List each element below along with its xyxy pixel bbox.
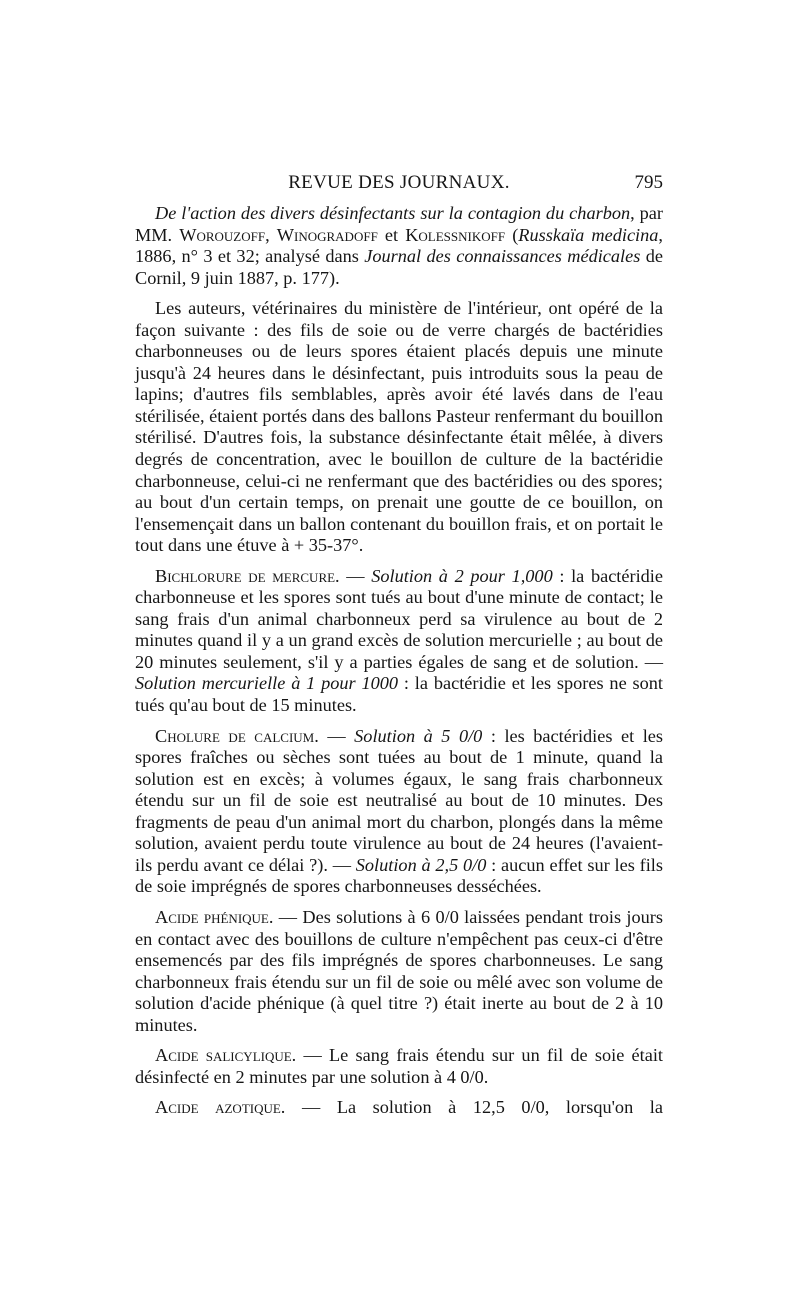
section-heading-bichlorure: Bichlorure de mercure. — [155, 565, 340, 586]
solution-label: Solution à 2 pour 1,000 — [371, 565, 553, 586]
section-salicylique — [135, 1045, 663, 1088]
article-title-paragraph — [135, 203, 663, 289]
title-text: et — [377, 224, 406, 245]
solution-label: Solution à 2,5 0/0 — [355, 854, 487, 875]
article-body — [135, 203, 663, 1128]
section-heading-chlorure: Cholure de calcium. — [155, 725, 319, 746]
title-text: , 1886, n° 3 et 32; analysé dans — [135, 224, 663, 267]
running-title: REVUE DES JOURNAUX. — [288, 172, 510, 193]
author-kolessnikoff: Kolessnikoff — [405, 224, 506, 245]
solution-label: Solution à 5 0/0 — [354, 725, 483, 746]
section-azotique — [135, 1097, 663, 1119]
dash: — — [339, 565, 372, 586]
intro-paragraph: Les auteurs, vétérinaires du ministère de l'intérieur, ont opéré de la façon suivante : des fils de soie ou de verre chargés de bactéridies charbonneuses ou de leurs spores étaient placés depuis une minute jusqu'à 24 heures dans le désinfectant, puis introduits sous la peau de lapins; d'autres fils semblables, après avoir été lavés dans de l'eau stérilisée, étaient portés dans des ballons Pasteur renfermant du bouillon stérilisé. D'autres fois, la substance désinfectante était mêlée, à divers degrés de concentration, avec le bouillon de culture de la bactéridie charbonneuse, celui-ci ne renfermant que des bactéridies ou des spores; au bout d'un certain temps, on prenait une goutte de ce bouillon, on l'ensemençait dans un ballon contenant du bouillon frais, et on portait le tout dans une étuve à + 35-37°. — [135, 298, 663, 556]
section-heading-salicylique: Acide salicylique. — [155, 1045, 297, 1066]
journal-russkaia-medicina: Russkaïa medicina — [518, 224, 659, 245]
journal-connaissances-medicales: Journal des connaissances médicales — [364, 246, 641, 267]
section-text: : la bactéridie et les spores ne sont tués qu'au bout de 15 minutes. — [135, 673, 663, 716]
title-text: , par MM. — [135, 203, 664, 245]
author-worouzoff: Worouzoff — [179, 224, 266, 245]
page-number: 795 — [634, 172, 663, 193]
section-text: — Le sang frais étendu sur un fil de soie était désinfecté en 2 minutes par une solution à 4 0/0. — [135, 1045, 663, 1087]
author-winogradoff: Winogradoff — [276, 224, 378, 245]
section-text: : les bactéridies et les spores fraîches ou sèches sont tuées au bout de 1 minute, quand la solution est en excès; à volumes égaux, le sang frais charbonneux étendu sur un fil de soie est neutralisé au bout de 10 minutes. Des fragments de peau d'un animal mort du charbon, plongés dans la même solution, avaient perdu toute virulence au bout de 24 heures (l'avaient-ils perdu avant ce délai ?). — — [135, 725, 664, 875]
article-title: De l'action des divers désinfectants sur la contagion du charbon — [155, 203, 631, 223]
section-phenique — [135, 907, 663, 1036]
running-header — [135, 172, 663, 198]
section-text: : la bactéridie charbonneuse et les spores sont tués au bout d'une minute de contact; le sang frais d'un animal charbonneux perd sa virulence au bout de 2 minutes quand il y a un grand excès de solution mercurielle ; au bout de 20 minutes seulement, s'il y a parties égales de sang et de solution. — — [135, 565, 664, 672]
title-text: ( — [505, 224, 519, 245]
section-heading-phenique: Acide phénique. — [155, 906, 274, 927]
dash: — — [318, 725, 355, 746]
section-text: — La solution à 12,5 0/0, lorsqu'on la — [285, 1097, 663, 1118]
section-text: : aucun effet sur les fils de soie imprégnés de spores charbonneuses desséchées. — [135, 854, 663, 897]
section-text: — Des solutions à 6 0/0 laissées pendant trois jours en contact avec des bouillons de culture n'empêchent pas ceux-ci d'être ensemencés par des fils imprégnés de spores charbonneuses. Le sang charbonneux frais étendu sur un fil de soie ou mêlé avec son volume de solution d'acide phénique (à quel titre ?) était inerte au bout de 2 à 10 minutes. — [135, 906, 663, 1035]
section-heading-azotique: Acide azotique. — [155, 1097, 286, 1118]
solution-label: Solution mercurielle à 1 pour 1000 — [135, 673, 399, 694]
title-text: de Cornil, 9 juin 1887, p. 177). — [135, 246, 663, 288]
title-text: , — [265, 224, 277, 245]
section-bichlorure — [135, 566, 663, 717]
section-chlorure — [135, 726, 663, 898]
